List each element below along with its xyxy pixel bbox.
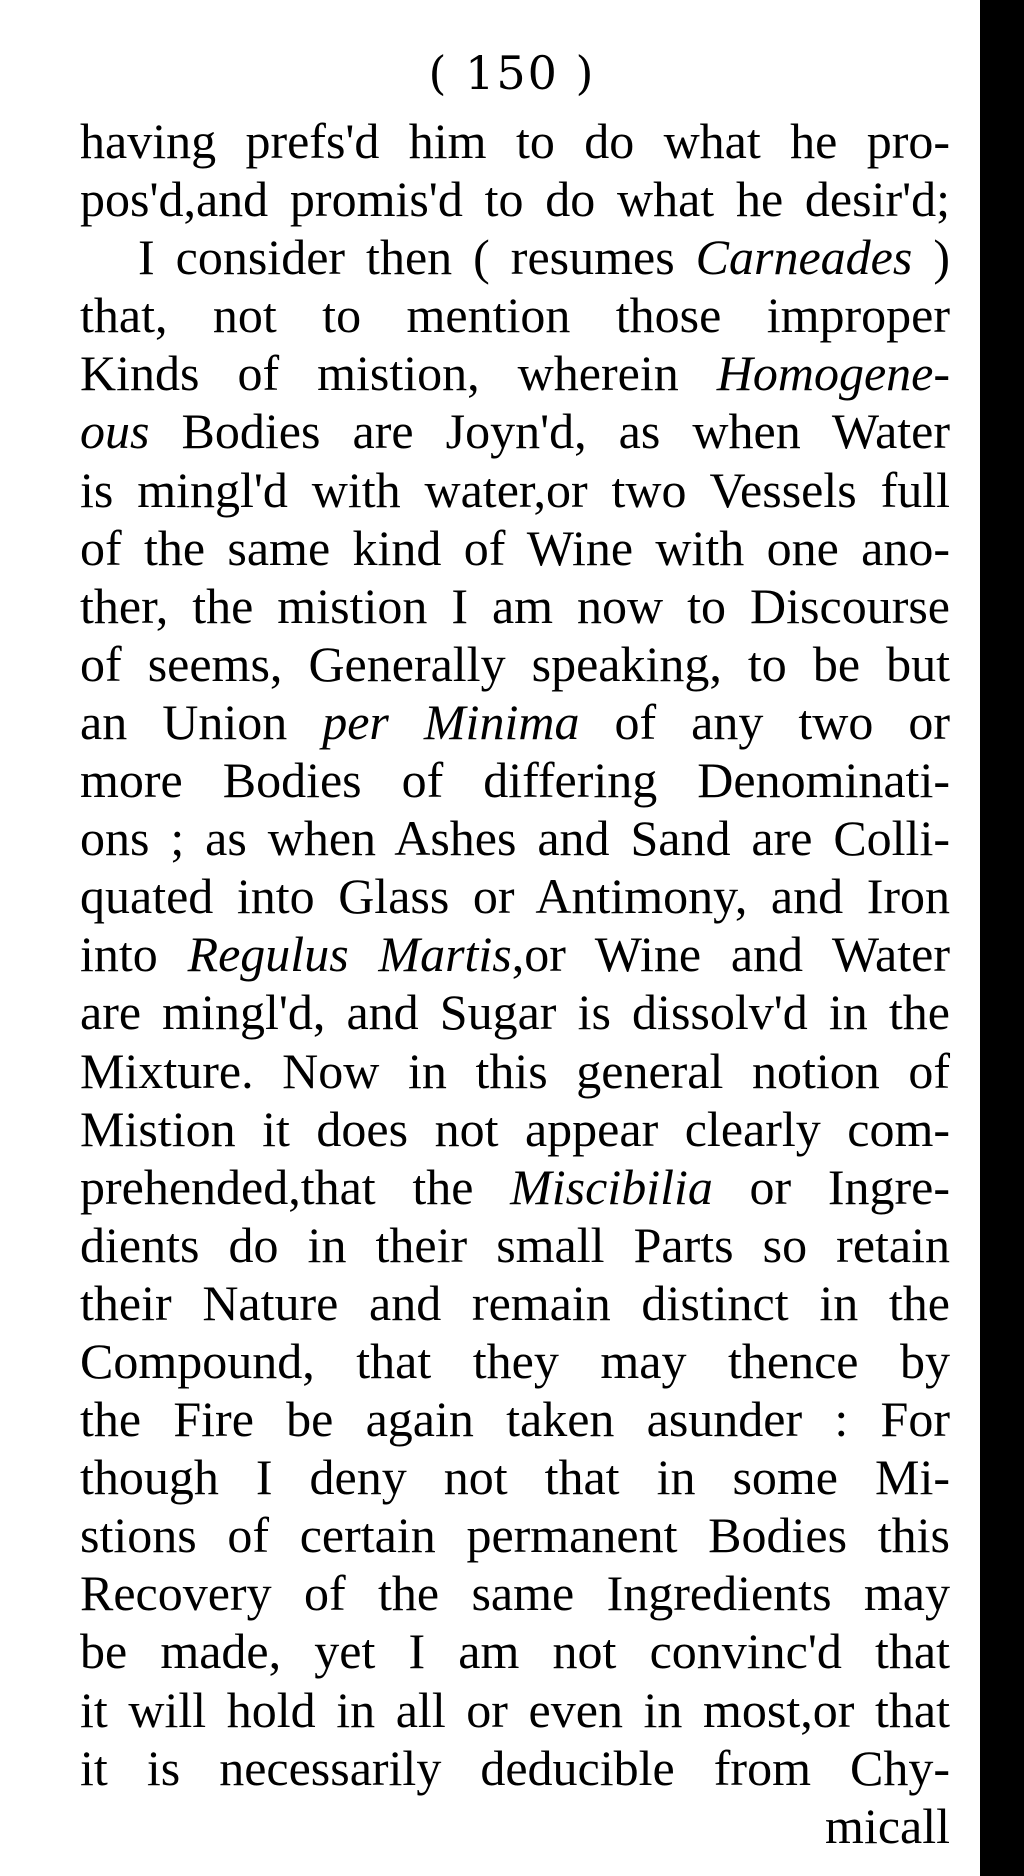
text-line: of seems, Generally speaking, to be but [80,635,950,692]
text-line: an Union per Minima of any two or [80,693,950,750]
text-line: Mixture. Now in this general notion of [80,1042,950,1099]
text-line: having prefs'd him to do what he pro- [80,113,950,169]
text-line: Compound, that they may thence by [80,1332,950,1389]
text-line: their Nature and remain distinct in the [80,1274,950,1331]
text-line: ther, the mistion I am now to Discourse [80,577,950,634]
text-line: prehended,that the Miscibilia or Ingre- [80,1158,950,1215]
text-line: pos'd,and promis'd to do what he desir'd; [80,171,950,228]
body-text [80,112,950,1855]
text-line: it will hold in all or even in most,or that [80,1681,950,1738]
page-edge-shadow [980,0,1024,1876]
text-line: into Regulus Martis,or Wine and Water [80,926,950,983]
text-line: though I deny not that in some Mi- [80,1449,950,1506]
text-line: ous Bodies are Joyn'd, as when Water [80,403,950,460]
text-line: Kinds of mistion, wherein Homogene- [80,345,950,402]
text-line: it is necessarily deducible from Chy- [80,1739,950,1796]
text-line: is mingl'd with water,or two Vessels full [80,461,950,518]
text-line: the Fire be again taken asunder : For [80,1391,950,1448]
text-line: dients do in their small Parts so retain [80,1216,950,1273]
text-line: be made, yet I am not convinc'd that [80,1623,950,1680]
text-line: I consider then ( resumes Carneades ) [138,229,950,286]
text-line: Recovery of the same Ingredients may [80,1565,950,1622]
text-line: quated into Glass or Antimony, and Iron [80,868,950,925]
text-line: are mingl'd, and Sugar is dissolv'd in the [80,984,950,1041]
text-line: Mistion it does not appear clearly com- [80,1100,950,1157]
catchword: micall [825,1797,950,1854]
text-line: ons ; as when Ashes and Sand are Colli- [80,810,950,867]
text-line: stions of certain permanent Bodies this [80,1507,950,1564]
text-line: of the same kind of Wine with one ano- [80,519,950,576]
page-number: ( 150 ) [428,46,596,100]
text-line: that, not to mention those improper [80,287,950,344]
text-line: more Bodies of differing Denominati- [80,752,950,809]
